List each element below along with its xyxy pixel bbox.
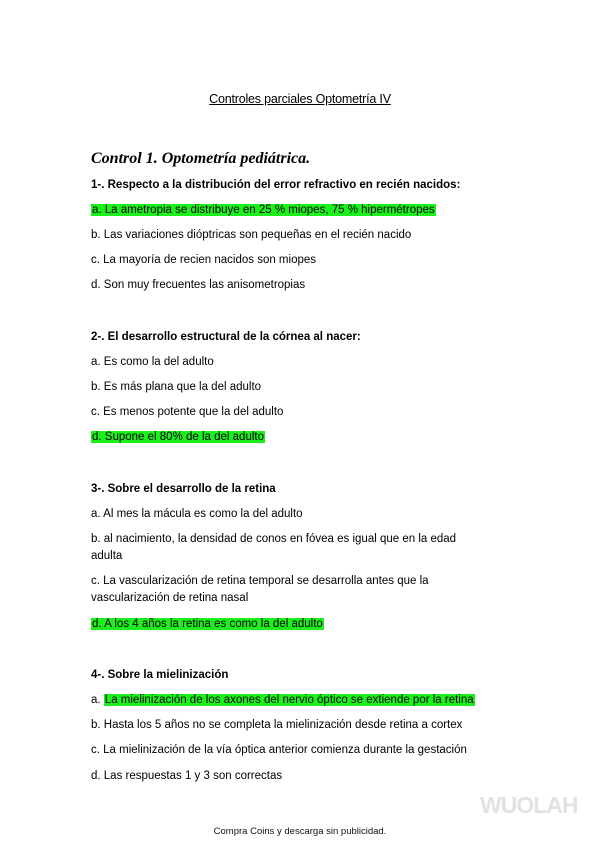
question-1-option-b: b. Las variaciones dióptricas son pequeñas en el recién nacido <box>91 229 412 241</box>
question-2: 2-. El desarrollo estructural de la córnea al nacer: <box>91 331 361 343</box>
question-4-option-a <box>91 692 475 708</box>
question-2-option-a: a. Es como la del adulto <box>91 356 214 368</box>
question-1-option-c: c. La mayoría de recien nacidos son miopes <box>91 254 317 266</box>
question-2-option-b: b. Es más plana que la del adulto <box>91 381 262 393</box>
question-4: 4-. Sobre la mielinización <box>91 669 229 681</box>
question-3: 3-. Sobre el desarrollo de la retina <box>91 483 276 495</box>
wuolah-watermark: WUOLAH <box>480 792 578 818</box>
question-1: 1-. Respecto a la distribución del error refractivo en recién nacidos: <box>91 179 461 191</box>
question-4-option-d: d. Las respuestas 1 y 3 son correctas <box>91 770 283 782</box>
question-1-option-d: d. Son muy frecuentes las anisometropias <box>91 279 306 291</box>
footer-ad-text: Compra Coins y descarga sin publicidad. <box>213 826 387 837</box>
option-letter: a. <box>91 694 101 706</box>
question-3-option-a: a. Al mes la mácula es como la del adulto <box>91 508 303 520</box>
question-2-option-d <box>91 429 265 445</box>
correct-answer-highlight: La mielinización de los axones del nervio óptico se extiende por la retina <box>104 694 474 706</box>
question-1-option-a <box>91 202 436 218</box>
question-3-option-c: c. La vascularización de retina temporal se desarrolla antes que la vascularización de retina nasal <box>91 575 429 604</box>
question-4-option-c: c. La mielinización de la vía óptica anterior comienza durante la gestación <box>91 744 467 756</box>
question-2-option-c: c. Es menos potente que la del adulto <box>91 406 284 418</box>
question-3-option-d <box>91 616 324 632</box>
question-3-option-b: b. al nacimiento, la densidad de conos en fóvea es igual que en la edad adulta <box>91 533 457 562</box>
section-title: Control 1. Optometría pediátrica. <box>91 150 311 167</box>
correct-answer-highlight: d. Supone el 80% de la del adulto <box>92 431 264 443</box>
correct-answer-highlight: a. La ametropia se distribuye en 25 % miopes, 75 % hipermétropes <box>92 204 435 216</box>
question-4-option-b: b. Hasta los 5 años no se completa la mielinización desde retina a cortex <box>91 719 463 731</box>
document-title: Controles parciales Optometría IV <box>209 92 391 106</box>
correct-answer-highlight: d. A los 4 años la retina es como la del adulto <box>92 618 323 630</box>
